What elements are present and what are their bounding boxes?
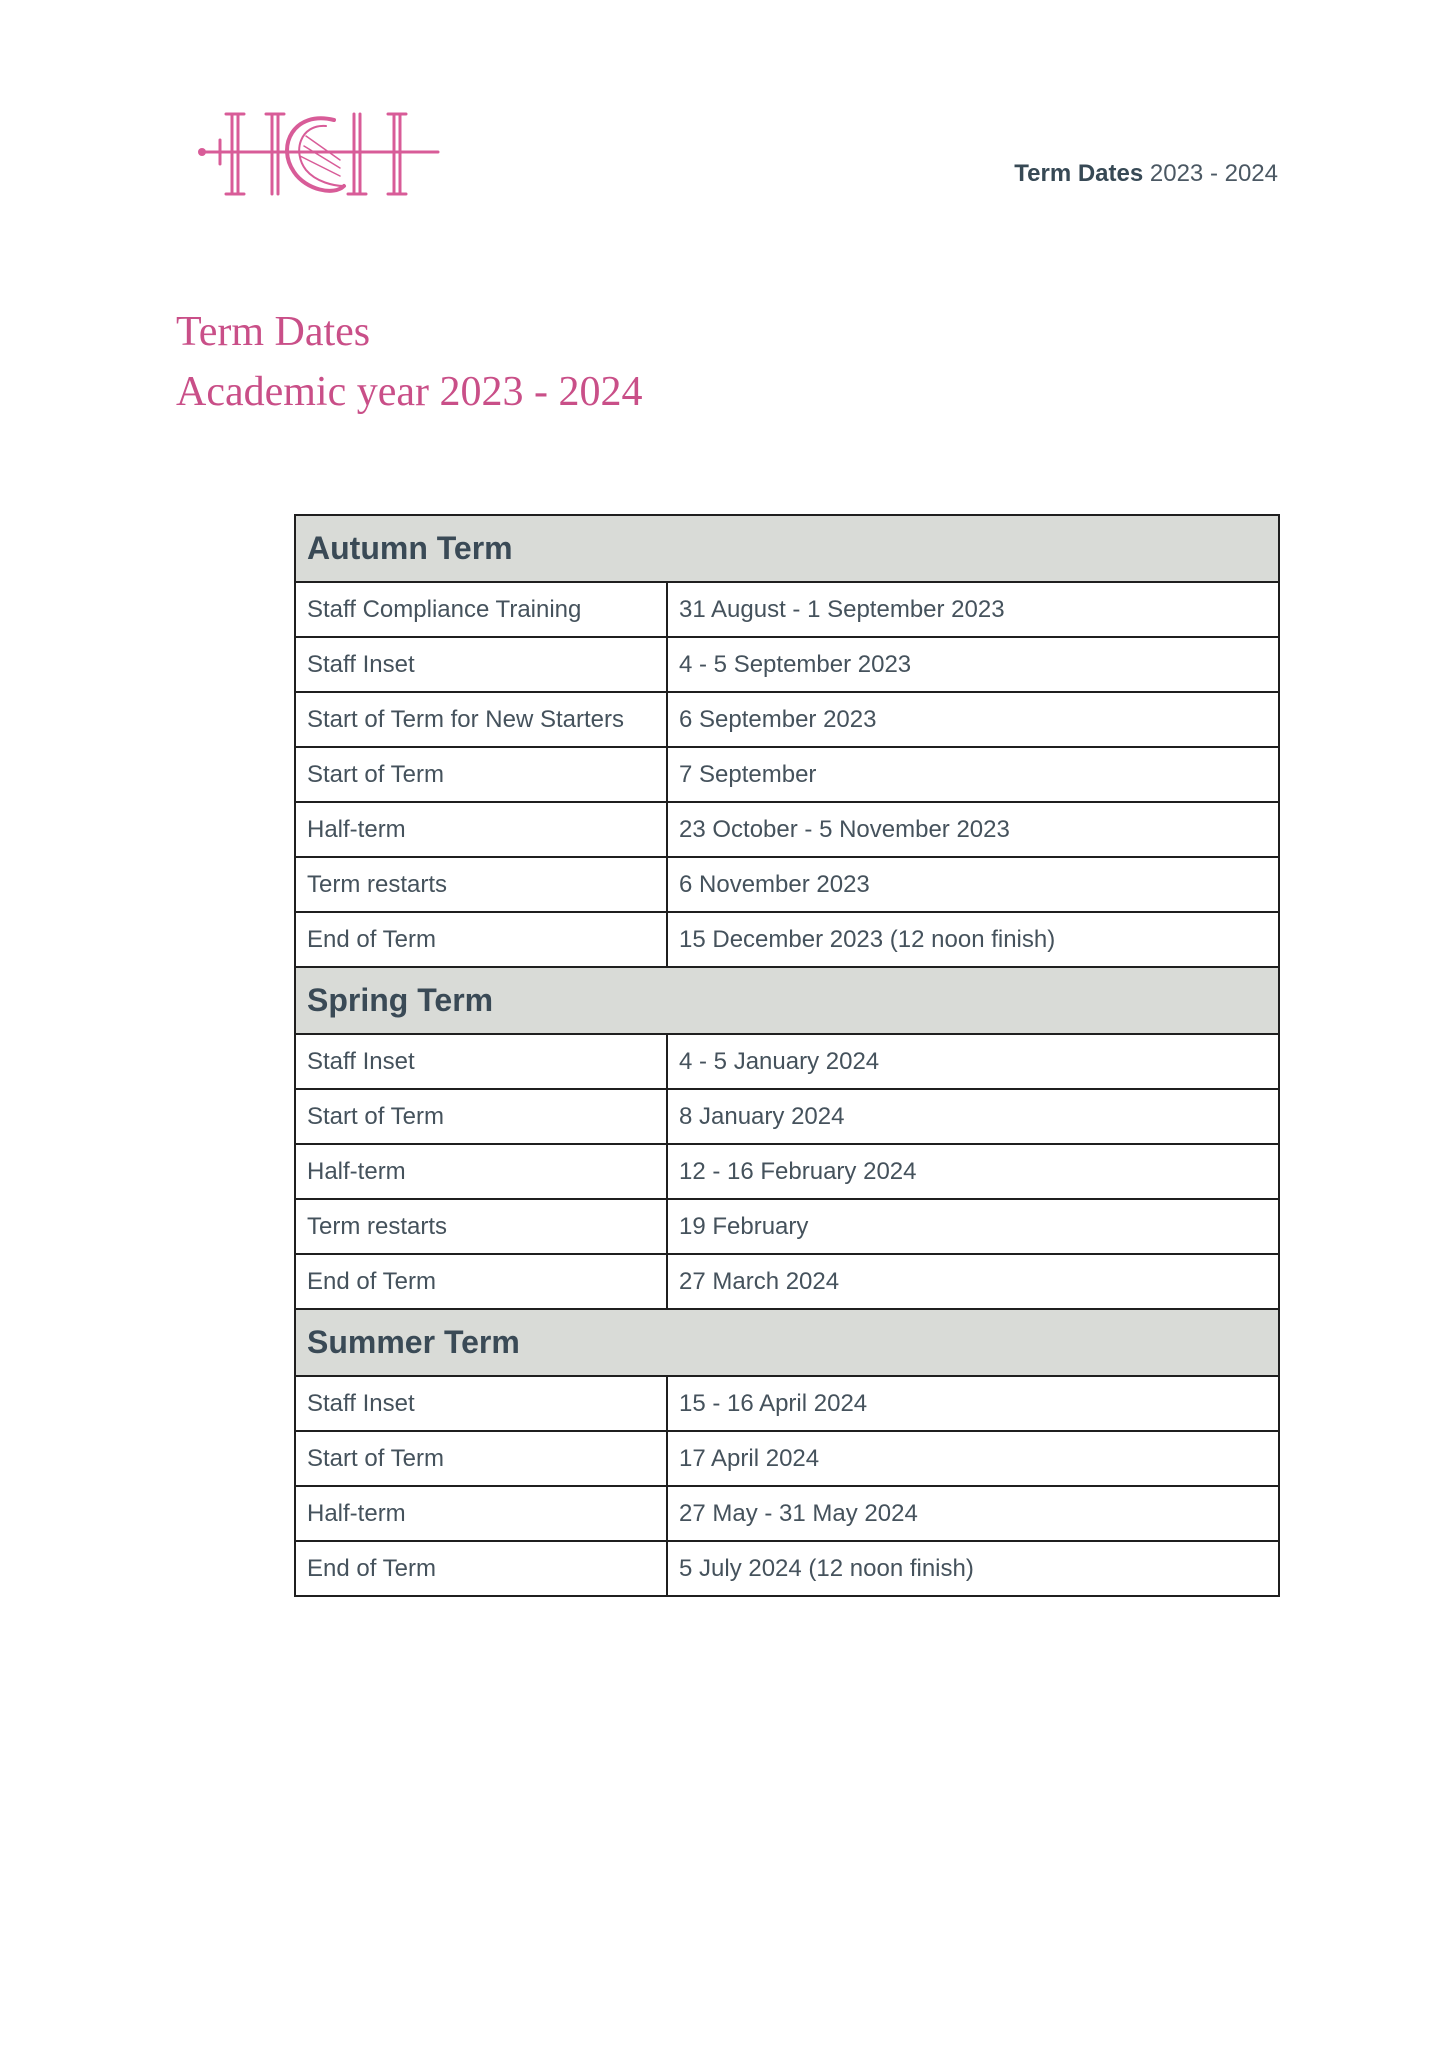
table-row (295, 1254, 1279, 1309)
table-row (295, 1199, 1279, 1254)
table-row (295, 1034, 1279, 1089)
event-cell: Term restarts (295, 857, 667, 912)
table-row (295, 1089, 1279, 1144)
date-cell: 27 May - 31 May 2024 (667, 1486, 1279, 1541)
table-row (295, 582, 1279, 637)
date-cell: 12 - 16 February 2024 (667, 1144, 1279, 1199)
date-cell: 27 March 2024 (667, 1254, 1279, 1309)
event-cell: Half-term (295, 1486, 667, 1541)
event-cell: Start of Term (295, 1431, 667, 1486)
section-header-spring (295, 967, 1279, 1034)
event-cell: Half-term (295, 802, 667, 857)
table-row (295, 802, 1279, 857)
event-cell: Start of Term (295, 1089, 667, 1144)
date-cell: 8 January 2024 (667, 1089, 1279, 1144)
section-header-summer (295, 1309, 1279, 1376)
date-cell: 7 September (667, 747, 1279, 802)
event-cell: Staff Inset (295, 637, 667, 692)
event-cell: Start of Term for New Starters (295, 692, 667, 747)
hch-logo-icon (194, 106, 446, 202)
event-cell: Staff Inset (295, 1034, 667, 1089)
event-cell: Half-term (295, 1144, 667, 1199)
event-cell: Start of Term (295, 747, 667, 802)
title-line-2: Academic year 2023 - 2024 (176, 369, 643, 415)
date-cell: 4 - 5 January 2024 (667, 1034, 1279, 1089)
page-title (176, 302, 643, 422)
date-cell: 31 August - 1 September 2023 (667, 582, 1279, 637)
event-cell: Term restarts (295, 1199, 667, 1254)
table-row (295, 747, 1279, 802)
section-title: Summer Term (295, 1309, 1279, 1376)
date-cell: 19 February (667, 1199, 1279, 1254)
table-row (295, 1486, 1279, 1541)
header-label-bold: Term Dates (1014, 160, 1144, 187)
event-cell: Staff Inset (295, 1376, 667, 1431)
table-row (295, 912, 1279, 967)
date-cell: 6 November 2023 (667, 857, 1279, 912)
section-title: Spring Term (295, 967, 1279, 1034)
table-row (295, 1144, 1279, 1199)
date-cell: 5 July 2024 (12 noon finish) (667, 1541, 1279, 1596)
table-row (295, 1376, 1279, 1431)
term-dates-table (294, 514, 1280, 1597)
event-cell: End of Term (295, 912, 667, 967)
table-row (295, 692, 1279, 747)
table-row (295, 1541, 1279, 1596)
school-logo (194, 106, 446, 202)
event-cell: End of Term (295, 1541, 667, 1596)
date-cell: 4 - 5 September 2023 (667, 637, 1279, 692)
date-cell: 17 April 2024 (667, 1431, 1279, 1486)
date-cell: 15 - 16 April 2024 (667, 1376, 1279, 1431)
section-title: Autumn Term (295, 515, 1279, 582)
table-row (295, 857, 1279, 912)
header-term-dates (1014, 160, 1278, 188)
section-header-autumn (295, 515, 1279, 582)
event-cell: End of Term (295, 1254, 667, 1309)
date-cell: 15 December 2023 (12 noon finish) (667, 912, 1279, 967)
date-cell: 6 September 2023 (667, 692, 1279, 747)
title-line-1: Term Dates (176, 309, 371, 355)
event-cell: Staff Compliance Training (295, 582, 667, 637)
date-cell: 23 October - 5 November 2023 (667, 802, 1279, 857)
table-row (295, 1431, 1279, 1486)
header-label-years: 2023 - 2024 (1143, 160, 1278, 187)
table-row (295, 637, 1279, 692)
